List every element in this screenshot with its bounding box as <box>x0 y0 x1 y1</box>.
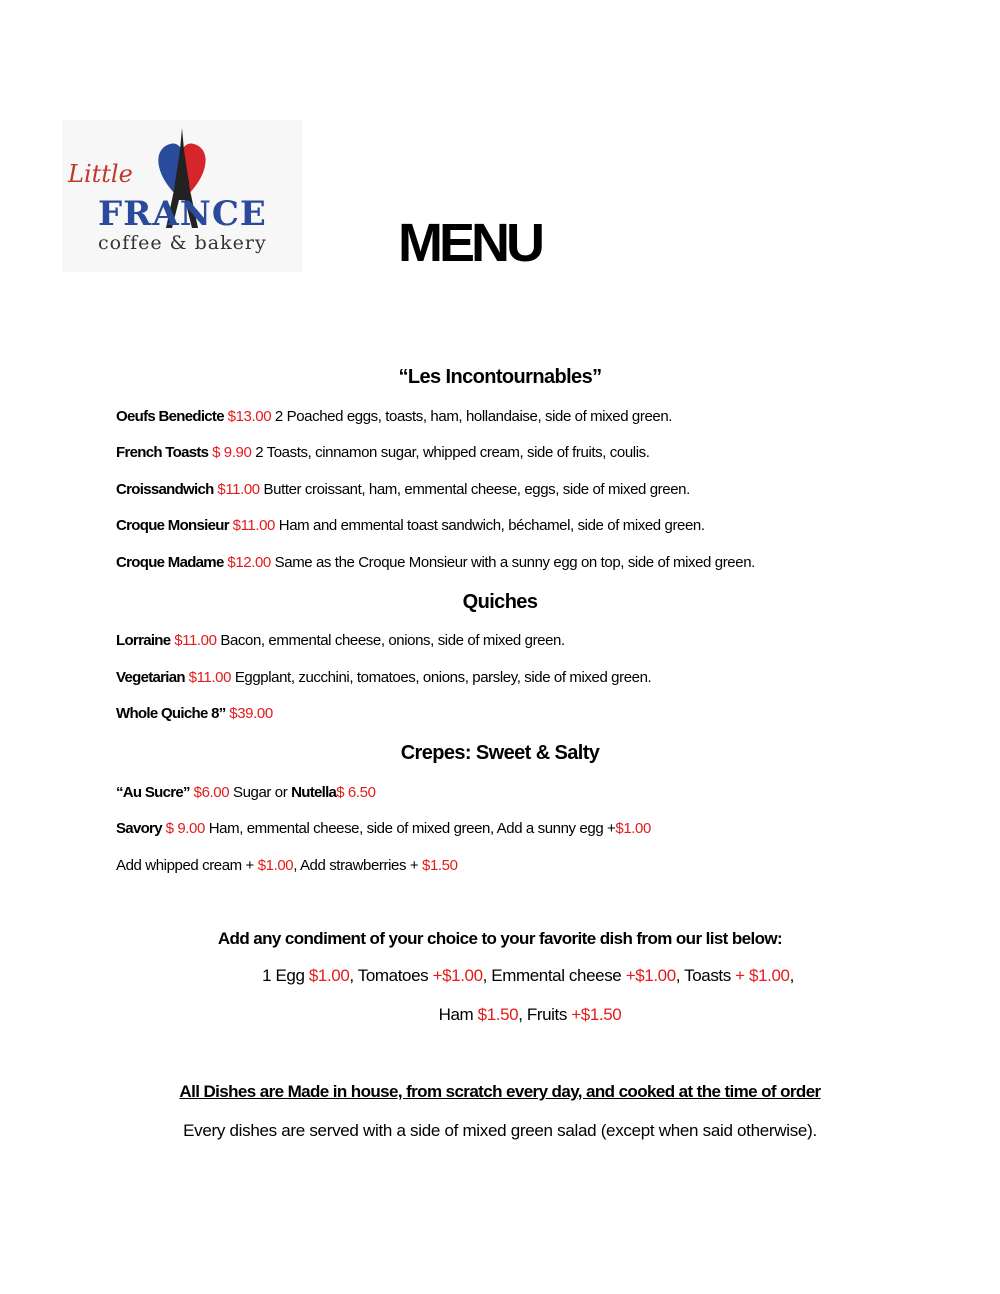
item-price: $ 9.00 <box>165 820 205 837</box>
item-price: $11.00 <box>188 669 232 686</box>
condiment-text: Ham <box>438 1005 474 1024</box>
item-desc: 2 Toasts, cinnamon sugar, whipped cream, side of fruits, coulis. <box>255 444 650 461</box>
condiments-line-2 <box>30 1005 1000 1025</box>
menu-item <box>116 820 651 837</box>
extra-price: $1.00 <box>257 857 294 874</box>
menu-item <box>116 669 651 686</box>
item-price: $11.00 <box>217 481 260 498</box>
condiment-text: , Toasts <box>675 966 731 985</box>
condiment-price: + $1.00 <box>735 966 790 985</box>
section-heading-quiches: Quiches <box>462 591 538 613</box>
logo <box>62 120 302 272</box>
logo-subtitle: coffee & bakery <box>98 232 267 254</box>
condiments-line-1 <box>28 966 1000 986</box>
item-price: $ 9.90 <box>212 444 252 461</box>
section-heading-crepes: Crepes: Sweet & Salty <box>400 742 600 764</box>
menu-item <box>116 408 672 425</box>
logo-france: FRANCE <box>98 194 267 234</box>
item-price: $39.00 <box>229 705 273 722</box>
item-price: $12.00 <box>227 554 271 571</box>
item-name: Savory <box>116 820 162 837</box>
item-price: $13.00 <box>227 408 272 425</box>
menu-item <box>116 517 705 534</box>
item-price: $ 6.50 <box>336 784 376 801</box>
item-name: Whole Quiche 8” <box>116 705 226 722</box>
item-name: “Au Sucre” <box>116 784 190 801</box>
condiments-heading: Add any condiment of your choice to your favorite dish from our list below: <box>217 929 783 948</box>
menu-item <box>116 444 650 461</box>
menu-item <box>116 784 376 801</box>
section-heading-incontournables: “Les Incontournables” <box>398 366 602 388</box>
item-name: French Toasts <box>116 444 209 461</box>
logo-little: Little <box>68 160 133 188</box>
item-desc: Eggplant, zucchini, tomatoes, onions, parsley, side of mixed green. <box>234 669 652 686</box>
condiment-text: , <box>789 966 794 985</box>
item-desc: Bacon, emmental cheese, onions, side of mixed green. <box>220 632 565 649</box>
menu-item <box>116 481 690 498</box>
item-price: $11.00 <box>174 632 217 649</box>
condiment-price: +$1.50 <box>571 1005 622 1024</box>
item-desc: 2 Poached eggs, toasts, ham, hollandaise, side of mixed green. <box>274 408 673 425</box>
footer-note: Every dishes are served with a side of mixed green salad (except when said otherwise). <box>183 1121 817 1140</box>
item-desc: Sugar or <box>232 784 288 801</box>
condiment-text: , Tomatoes <box>349 966 429 985</box>
item-name: Vegetarian <box>116 669 185 686</box>
menu-item <box>116 632 565 649</box>
item-price: $6.00 <box>193 784 230 801</box>
item-name: Croissandwich <box>116 481 214 498</box>
item-price: $11.00 <box>232 517 275 534</box>
footer-heading: All Dishes are Made in house, from scratch every day, and cooked at the time of order <box>179 1082 821 1101</box>
condiment-price: $1.50 <box>477 1005 519 1024</box>
condiment-price: +$1.00 <box>432 966 483 985</box>
item-desc: Same as the Croque Monsieur with a sunny egg on top, side of mixed green. <box>274 554 755 571</box>
item-name: Lorraine <box>116 632 171 649</box>
item-name: Oeufs Benedicte <box>116 408 224 425</box>
item-desc: Butter croissant, ham, emmental cheese, eggs, side of mixed green. <box>263 481 690 498</box>
condiment-text: , Emmental cheese <box>482 966 622 985</box>
extra-price: $1.50 <box>422 857 458 874</box>
page-title: MENU <box>398 213 541 273</box>
item-name: Croque Madame <box>116 554 224 571</box>
menu-item <box>116 554 755 571</box>
item-name: Nutella <box>291 784 337 801</box>
condiment-text: , Fruits <box>518 1005 567 1024</box>
condiment-price: $1.00 <box>308 966 350 985</box>
item-desc: Ham and emmental toast sandwich, béchamel, side of mixed green. <box>278 517 705 534</box>
extra-text: Add whipped cream + <box>116 857 254 874</box>
menu-item-extras <box>116 857 458 874</box>
menu-item <box>116 705 273 722</box>
condiment-text: 1 Egg <box>262 966 305 985</box>
item-desc: Ham, emmental cheese, side of mixed green, Add a sunny egg + <box>208 820 616 837</box>
item-name: Croque Monsieur <box>116 517 229 534</box>
item-price: $1.00 <box>615 820 651 837</box>
extra-text: , Add strawberries + <box>293 857 419 874</box>
condiment-price: +$1.00 <box>625 966 676 985</box>
